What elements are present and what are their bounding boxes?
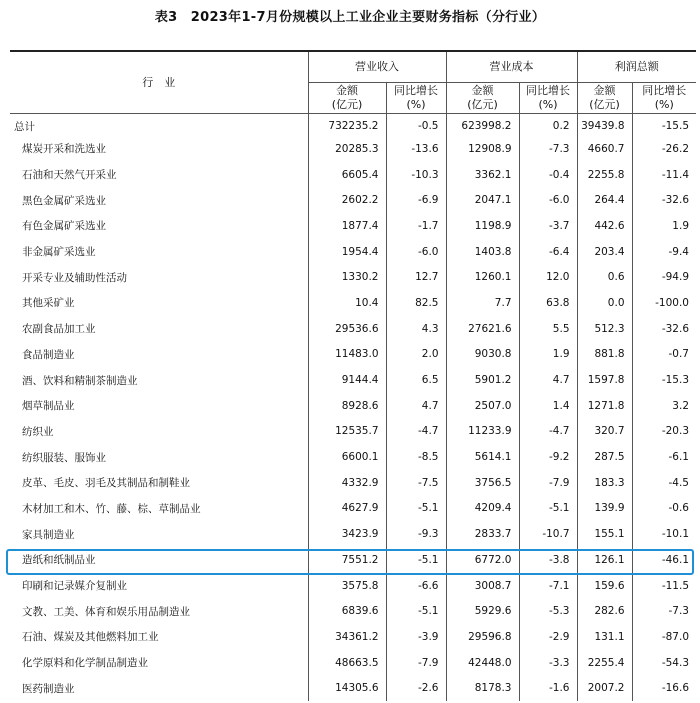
profit-growth-cell: -6.1 [632,444,696,470]
revenue-amount-cell: 29536.6 [308,316,386,342]
revenue-growth-cell: 2.0 [386,342,446,368]
cost-amount-cell: 8178.3 [446,675,519,701]
profit-growth-cell: -0.6 [632,496,696,522]
industry-name: 石油和天然气开采业 [22,169,117,182]
cost-growth-cell: 5.5 [519,316,577,342]
revenue-growth-cell: 4.7 [386,393,446,419]
table-row [10,650,696,676]
revenue-amount-cell: 6605.4 [308,162,386,188]
profit-growth-cell: 1.9 [632,213,696,239]
industry-name: 有色金属矿采选业 [22,220,106,233]
revenue-growth-cell: -7.5 [386,470,446,496]
revenue-amount-cell: 14305.6 [308,675,386,701]
cost-amount-cell: 42448.0 [446,650,519,676]
industry-name: 开采专业及辅助性活动 [22,271,127,284]
revenue-amount-cell: 11483.0 [308,342,386,368]
table-row [10,624,696,650]
profit-growth-cell: -7.3 [632,598,696,624]
table-row [10,598,696,624]
profit-growth-header: 同比增长 (%) [632,83,696,114]
profit-amount-cell: 264.4 [577,187,632,213]
revenue-header: 营业收入 [308,51,446,83]
cost-amount-cell: 1403.8 [446,239,519,265]
table-row [10,496,696,522]
revenue-growth-cell: 6.5 [386,367,446,393]
cost-amount-cell: 12908.9 [446,136,519,162]
total-row [10,114,696,137]
cost-amount-cell: 29596.8 [446,624,519,650]
table-row [10,187,696,213]
table-row [10,547,696,573]
profit-amount-cell: 442.6 [577,213,632,239]
industry-name: 化学原料和化学制品制造业 [22,657,148,670]
cost-growth-cell: -3.3 [519,650,577,676]
revenue-amount-cell: 732235.2 [308,114,386,137]
cost-growth-cell: -10.7 [519,521,577,547]
cost-amount-cell: 1260.1 [446,264,519,290]
table-row [10,162,696,188]
profit-amount-cell: 131.1 [577,624,632,650]
cost-header: 营业成本 [446,51,577,83]
revenue-growth-cell: -6.0 [386,239,446,265]
profit-amount-cell: 2007.2 [577,675,632,701]
cost-amount-cell: 11233.9 [446,419,519,445]
cost-amount-cell: 5929.6 [446,598,519,624]
revenue-amount-cell: 3575.8 [308,573,386,599]
cost-growth-cell: -4.7 [519,419,577,445]
profit-growth-cell: -87.0 [632,624,696,650]
profit-header: 利润总额 [577,51,696,83]
profit-growth-cell: 3.2 [632,393,696,419]
revenue-growth-cell: -0.5 [386,114,446,137]
cost-growth-cell: -2.9 [519,624,577,650]
cost-amount-cell: 3362.1 [446,162,519,188]
cost-growth-cell: 1.4 [519,393,577,419]
revenue-amount-cell: 3423.9 [308,521,386,547]
industry-name: 煤炭开采和洗选业 [22,143,106,156]
table-row [10,213,696,239]
revenue-amount-cell: 1877.4 [308,213,386,239]
profit-amount-cell: 203.4 [577,239,632,265]
profit-amount-cell: 1597.8 [577,367,632,393]
cost-growth-cell: -5.3 [519,598,577,624]
revenue-amount-cell: 7551.2 [308,547,386,573]
revenue-growth-cell: -4.7 [386,419,446,445]
cost-growth-cell: -5.1 [519,496,577,522]
revenue-growth-cell: -6.6 [386,573,446,599]
table-row [10,444,696,470]
profit-growth-cell: -32.6 [632,316,696,342]
revenue-amount-cell: 1330.2 [308,264,386,290]
cost-growth-cell: 4.7 [519,367,577,393]
profit-growth-cell: -20.3 [632,419,696,445]
profit-amount-cell: 1271.8 [577,393,632,419]
revenue-amount-cell: 2602.2 [308,187,386,213]
cost-amount-cell: 2507.0 [446,393,519,419]
industry-name: 烟草制品业 [22,400,75,413]
profit-growth-cell: -4.5 [632,470,696,496]
industry-name: 食品制造业 [22,348,75,361]
profit-growth-cell: -10.1 [632,521,696,547]
revenue-growth-cell: -13.6 [386,136,446,162]
cost-amount-cell: 9030.8 [446,342,519,368]
cost-amount-cell: 3008.7 [446,573,519,599]
revenue-amount-cell: 4332.9 [308,470,386,496]
profit-amount-cell: 39439.8 [577,114,632,137]
table-row [10,342,696,368]
revenue-amount-cell: 48663.5 [308,650,386,676]
profit-amount-cell: 159.6 [577,573,632,599]
industry-header: 行 业 [10,51,308,114]
cost-growth-cell: 63.8 [519,290,577,316]
revenue-growth-cell: -10.3 [386,162,446,188]
profit-amount-cell: 0.6 [577,264,632,290]
cost-growth-cell: -7.1 [519,573,577,599]
profit-growth-cell: -11.5 [632,573,696,599]
cost-amount-cell: 5901.2 [446,367,519,393]
revenue-amount-cell: 12535.7 [308,419,386,445]
revenue-growth-cell: -7.9 [386,650,446,676]
profit-growth-cell: -15.5 [632,114,696,137]
cost-growth-cell: 0.2 [519,114,577,137]
cost-growth-cell: -0.4 [519,162,577,188]
revenue-growth-cell: 82.5 [386,290,446,316]
cost-growth-cell: -1.6 [519,675,577,701]
cost-amount-cell: 4209.4 [446,496,519,522]
profit-growth-cell: -54.3 [632,650,696,676]
cost-amount-cell: 6772.0 [446,547,519,573]
profit-amount-header: 金额 (亿元) [577,83,632,114]
cost-amount-header: 金额 (亿元) [446,83,519,114]
industry-name: 其他采矿业 [22,297,75,310]
table-row [10,316,696,342]
profit-growth-cell: -26.2 [632,136,696,162]
table-row [10,470,696,496]
profit-amount-cell: 2255.4 [577,650,632,676]
industry-name: 酒、饮料和精制茶制造业 [22,374,138,387]
revenue-amount-cell: 20285.3 [308,136,386,162]
cost-growth-cell: -3.7 [519,213,577,239]
revenue-amount-header: 金额 (亿元) [308,83,386,114]
revenue-growth-cell: -5.1 [386,547,446,573]
profit-growth-cell: -100.0 [632,290,696,316]
industry-name: 农副食品加工业 [22,323,96,336]
industry-name: 纺织服装、服饰业 [22,451,106,464]
revenue-growth-cell: -6.9 [386,187,446,213]
table-row [10,367,696,393]
revenue-growth-cell: -5.1 [386,598,446,624]
profit-amount-cell: 512.3 [577,316,632,342]
cost-amount-cell: 5614.1 [446,444,519,470]
revenue-growth-cell: -3.9 [386,624,446,650]
revenue-amount-cell: 8928.6 [308,393,386,419]
cost-growth-header: 同比增长 (%) [519,83,577,114]
table-row [10,239,696,265]
cost-amount-cell: 2047.1 [446,187,519,213]
profit-amount-cell: 4660.7 [577,136,632,162]
profit-amount-cell: 287.5 [577,444,632,470]
cost-growth-cell: -7.3 [519,136,577,162]
cost-growth-cell: -9.2 [519,444,577,470]
table-title: 表3 2023年1-7月份规模以上工业企业主要财务指标（分行业） [154,10,546,25]
profit-amount-cell: 2255.8 [577,162,632,188]
industry-name: 总计 [14,120,35,133]
profit-amount-cell: 881.8 [577,342,632,368]
table-row [10,264,696,290]
revenue-amount-cell: 1954.4 [308,239,386,265]
cost-growth-cell: -6.4 [519,239,577,265]
profit-growth-cell: -11.4 [632,162,696,188]
profit-amount-cell: 320.7 [577,419,632,445]
industry-name: 印刷和记录媒介复制业 [22,580,127,593]
table-row [10,393,696,419]
profit-amount-cell: 282.6 [577,598,632,624]
revenue-amount-cell: 10.4 [308,290,386,316]
table-body [10,114,696,702]
cost-growth-cell: -7.9 [519,470,577,496]
financial-indicators-table [10,50,696,701]
table-row [10,675,696,701]
revenue-growth-cell: -5.1 [386,496,446,522]
profit-amount-cell: 126.1 [577,547,632,573]
cost-growth-cell: 12.0 [519,264,577,290]
cost-growth-cell: -3.8 [519,547,577,573]
industry-name: 皮革、毛皮、羽毛及其制品和制鞋业 [22,477,190,490]
profit-growth-cell: -94.9 [632,264,696,290]
cost-amount-cell: 1198.9 [446,213,519,239]
revenue-growth-cell: 12.7 [386,264,446,290]
profit-amount-cell: 0.0 [577,290,632,316]
industry-name: 非金属矿采选业 [22,246,96,259]
revenue-amount-cell: 9144.4 [308,367,386,393]
table-row [10,290,696,316]
industry-name: 家具制造业 [22,528,75,541]
table-row [10,419,696,445]
table-row [10,521,696,547]
cost-amount-cell: 2833.7 [446,521,519,547]
profit-amount-cell: 139.9 [577,496,632,522]
revenue-growth-header: 同比增长 (%) [386,83,446,114]
industry-name: 文教、工美、体育和娱乐用品制造业 [22,605,190,618]
cost-amount-cell: 27621.6 [446,316,519,342]
cost-growth-cell: -6.0 [519,187,577,213]
industry-name: 造纸和纸制品业 [22,554,96,567]
profit-amount-cell: 183.3 [577,470,632,496]
revenue-amount-cell: 6839.6 [308,598,386,624]
cost-amount-cell: 3756.5 [446,470,519,496]
industry-name: 医药制造业 [22,682,75,695]
revenue-growth-cell: -1.7 [386,213,446,239]
profit-growth-cell: -15.3 [632,367,696,393]
cost-growth-cell: 1.9 [519,342,577,368]
revenue-growth-cell: -9.3 [386,521,446,547]
profit-growth-cell: -46.1 [632,547,696,573]
industry-name: 石油、煤炭及其他燃料加工业 [22,631,159,644]
industry-name: 木材加工和木、竹、藤、棕、草制品业 [22,502,201,515]
table-row [10,136,696,162]
industry-name: 纺织业 [22,425,54,438]
revenue-growth-cell: -8.5 [386,444,446,470]
profit-growth-cell: -9.4 [632,239,696,265]
industry-name: 黑色金属矿采选业 [22,194,106,207]
profit-growth-cell: -0.7 [632,342,696,368]
table-row [10,573,696,599]
profit-growth-cell: -32.6 [632,187,696,213]
cost-amount-cell: 7.7 [446,290,519,316]
profit-amount-cell: 155.1 [577,521,632,547]
revenue-amount-cell: 6600.1 [308,444,386,470]
revenue-amount-cell: 34361.2 [308,624,386,650]
profit-growth-cell: -16.6 [632,675,696,701]
revenue-amount-cell: 4627.9 [308,496,386,522]
revenue-growth-cell: 4.3 [386,316,446,342]
cost-amount-cell: 623998.2 [446,114,519,137]
revenue-growth-cell: -2.6 [386,675,446,701]
